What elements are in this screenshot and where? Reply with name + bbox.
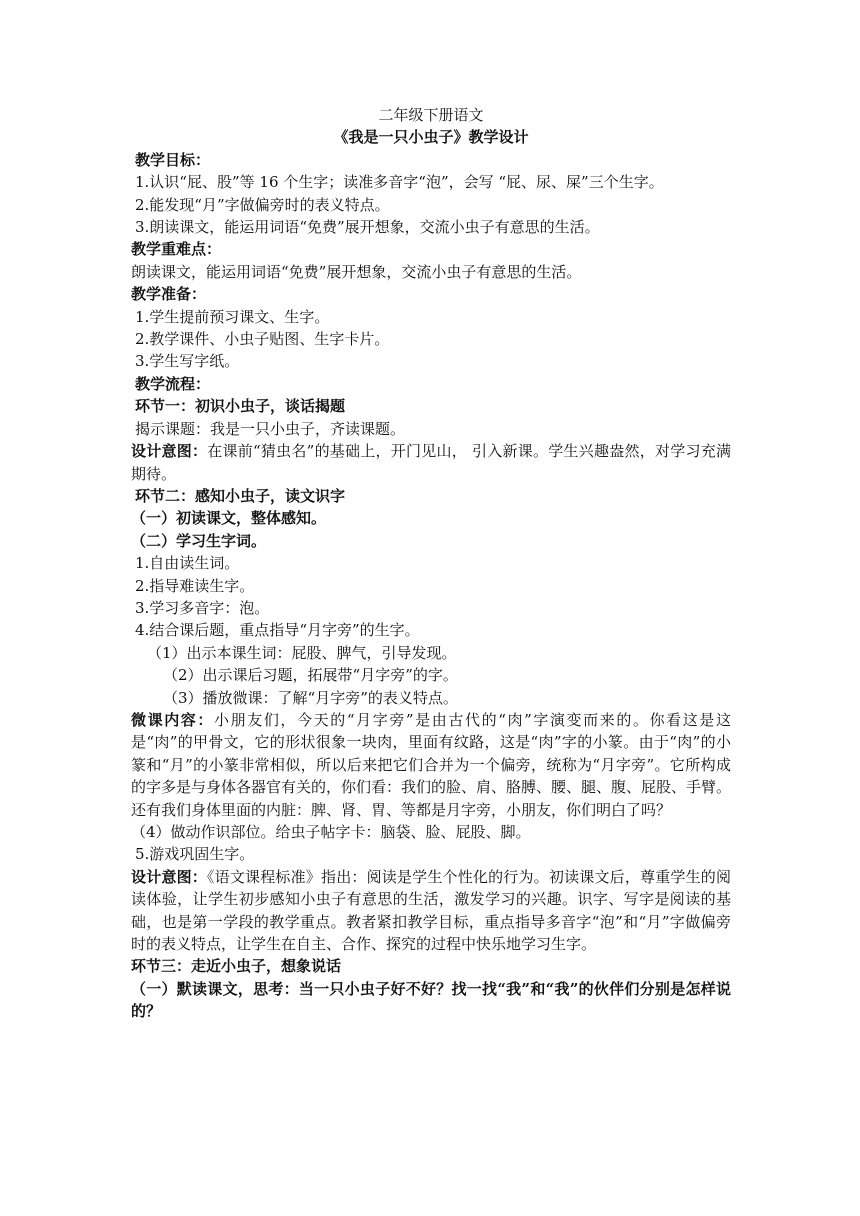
step2-subheading: （二）学习生字词。 <box>131 531 267 550</box>
step2-item: 3.学习多音字：泡。 <box>135 598 270 617</box>
goal-item: 3.朗读课文，能运用词语“免费”展开想象，交流小虫子有意思的生活。 <box>135 218 600 237</box>
step2-item: 5.游戏巩固生字。 <box>135 845 255 864</box>
preparation-heading: 教学准备： <box>131 285 207 304</box>
step2-subitem: （1）出示本课生词：屁股、脾气，引导发现。 <box>147 643 457 662</box>
step2-item: 1.自由读生词。 <box>135 554 240 573</box>
step2-item: 2.指导难读生字。 <box>135 576 255 595</box>
preparation-item: 3.学生写字纸。 <box>135 352 240 371</box>
step2-item: 4.结合课后题，重点指导“月字旁”的生字。 <box>135 621 420 640</box>
step1-text: 揭示课题：我是一只小虫子，齐读课题。 <box>135 419 406 438</box>
doc-title-lesson: 《我是一只小虫子》教学设计 <box>333 128 529 147</box>
step2-subitem: （4）做动作识部位。给虫子帖字卡：脑袋、脸、屁股、脚。 <box>131 823 531 841</box>
flow-heading: 教学流程： <box>135 374 211 393</box>
micro-lesson-label: 微课内容： <box>131 710 215 729</box>
design-intent-2 <box>131 866 731 956</box>
design-intent-1 <box>131 440 731 485</box>
step2-subitem: （2）出示课后习题，拓展带“月字旁”的字。 <box>163 666 458 685</box>
preparation-item: 1.学生提前预习课文、生字。 <box>135 307 330 326</box>
step3-heading: 环节三：走近小虫子，想象说话 <box>131 957 342 976</box>
document-body <box>131 104 731 1023</box>
step1-heading: 环节一：初识小虫子，谈话揭题 <box>135 397 346 416</box>
goal-item: 1.认识“屁、股”等 16 个生字；读准多音字“泡”，会写 “屁、尿、屎”三个生字。 <box>135 173 664 192</box>
step2-heading: 环节二：感知小虫子，读文识字 <box>135 486 346 505</box>
key-points-text: 朗读课文，能运用词语“免费”展开想象，交流小虫子有意思的生活。 <box>131 262 582 281</box>
step2-subheading: （一）初读课文，整体感知。 <box>131 509 327 528</box>
doc-title-grade: 二年级下册语文 <box>378 106 484 124</box>
design-intent-text: 在课前“猜虫名”的基础上，开门见山， 引入新课。学生兴趣盎然，对学习充满期待。 <box>131 442 731 483</box>
preparation-item: 2.教学课件、小虫子贴图、生字卡片。 <box>135 330 390 349</box>
step3-subheading: （一）默读课文，思考：当一只小虫子好不好？找一找“我”和“我”的伙伴们分别是怎样说的？ <box>131 979 731 1021</box>
goal-item: 2.能发现“月”字做偏旁时的表义特点。 <box>135 195 390 214</box>
goals-heading: 教学目标： <box>135 150 211 169</box>
step2-subitem: （3）播放微课：了解“月字旁”的表义特点。 <box>163 688 458 707</box>
design-intent-label: 设计意图： <box>131 867 207 886</box>
micro-lesson-text: 小朋友们，今天的“月字旁”是由古代的“肉”字演变而来的。你看这是这是“肉”的甲骨文，它的形状很象一块肉，里面有纹路，这是“肉”字的小篆。由于“肉”的小篆和“月”的小篆非常相似，所以后来把它们合并为一个偏旁，统称为“月字旁”。它所构成的字多是与身体各器官有关的，你们看：我们的脸、肩、胳膊、腰、腿、腹、屁股、手臂。还有我们身体里面的内脏：脾、肾、胃、等都是月字旁，小朋友，你们明白了吗？ <box>131 710 732 819</box>
design-intent-label: 设计意图： <box>131 442 208 461</box>
key-points-heading: 教学重难点： <box>131 240 222 259</box>
design-intent-text: 《语文课程标准》指出：阅读是学生个性化的行为。初读课文后，尊重学生的阅读体验，让学生初步感知小虫子有意思的生活，激发学习的兴趣。识字、写字是阅读的基础，也是第一学段的教学重点。教者紧扣教学目标，重点指导多音字“泡”和“月”字做偏旁时的表义特点，让学生在自主、合作、探究的过程中快乐地学习生字。 <box>131 867 731 954</box>
micro-lesson-content <box>131 709 731 821</box>
